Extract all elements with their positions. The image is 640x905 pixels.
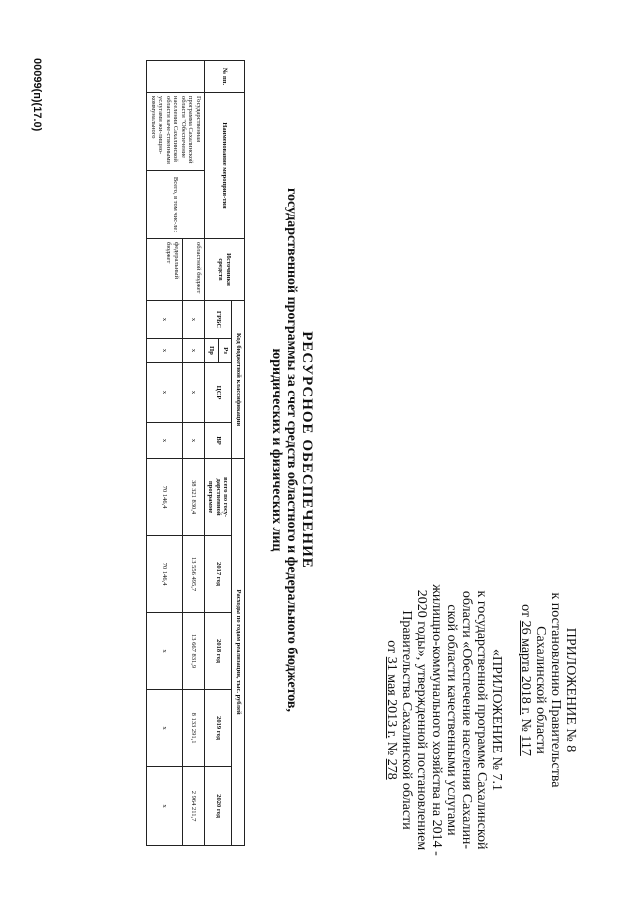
total-label-cell: Всего, в том чис-ле:: [147, 171, 205, 239]
header-name: Наименование мероприя-тия: [205, 93, 245, 239]
title-line-3: юридических и физических лиц: [269, 348, 284, 552]
appendix-7-1-line: 2020 годы», утвержденной постановлением: [414, 589, 429, 851]
y2019-cell: 8 133 291,1: [182, 690, 204, 767]
document-code-stamp: 00099(п)(17.0): [31, 58, 43, 132]
appendix-7-1-header: [384, 540, 504, 900]
row-num-cell: [147, 61, 205, 93]
appendix-8-header: [518, 540, 578, 840]
source-cell: областной бюджет: [182, 239, 204, 301]
title-line-1: РЕСУРСНОЕ ОБЕСПЕЧЕНИЕ: [299, 331, 315, 569]
appendix-8-sign-row: [518, 540, 533, 840]
appendix-7-1-line: Правительства Сахалинской области: [399, 610, 414, 830]
appendix-7-1-line: к государственной программе Сахалинской: [474, 590, 489, 850]
header-pr: Пр: [205, 339, 219, 363]
vr-cell: х: [182, 423, 204, 459]
header-csr: ЦСР: [205, 363, 233, 423]
total-cell: 70 146,4: [147, 459, 182, 536]
resource-table: [147, 60, 246, 846]
csr-cell: х: [182, 363, 204, 423]
header-rz: Рз: [218, 339, 232, 363]
appendix-7-1-date: 31 мая 2013 г.: [384, 656, 399, 739]
header-2018: 2018 год: [205, 613, 233, 690]
appendix-8-from-label: от: [518, 604, 533, 618]
appendix-7-1-line: жилищно-коммунального хозяйства на 2014 -: [429, 584, 444, 856]
rz-cell: х: [147, 339, 182, 363]
y2017-cell: 70 146,4: [147, 536, 182, 613]
header-grbs: ГРБС: [205, 301, 233, 339]
csr-cell: х: [147, 363, 182, 423]
document-title: [269, 120, 314, 780]
source-cell: федеральный бюджет: [147, 239, 182, 301]
header-total: всего по госу-дарственной программе: [205, 459, 233, 536]
y2018-cell: 13 667 831,9: [182, 613, 204, 690]
header-source: Источники средств: [205, 239, 245, 301]
appendix-8-title: ПРИЛОЖЕНИЕ № 8: [563, 627, 578, 753]
header-num: № пп.: [205, 61, 245, 93]
y2020-cell: х: [147, 767, 182, 846]
appendix-7-1-sign-row: [384, 540, 399, 900]
header-2020: 2020 год: [205, 767, 233, 846]
grbs-cell: х: [182, 301, 204, 339]
rz-cell: х: [182, 339, 204, 363]
y2019-cell: х: [147, 690, 182, 767]
total-cell: 38 321 830,4: [182, 459, 204, 536]
appendix-7-1-title: «ПРИЛОЖЕНИЕ № 7.1: [489, 649, 504, 791]
vr-cell: х: [147, 423, 182, 459]
header-vr: ВР: [205, 423, 233, 459]
y2018-cell: х: [147, 613, 182, 690]
header-2017: 2017 год: [205, 536, 233, 613]
appendix-8-line2: Сахалинской области: [533, 626, 548, 754]
program-name-cell: Государственная программа Сахалинской области "Обеспечение населения Сахалинской области каче-ственными услугами жи-лищно-коммунального: [147, 93, 205, 171]
header-2019: 2019 год: [205, 690, 233, 767]
appendix-8-number: 117: [518, 735, 533, 756]
y2020-cell: 2 964 211,7: [182, 767, 204, 846]
table-row: [182, 61, 204, 846]
appendix-7-1-from-label: от: [384, 640, 399, 654]
header-bk-group: Код бюджетной классификации: [232, 301, 245, 459]
appendix-7-1-line: ской области качественными услугами: [444, 604, 459, 836]
appendix-7-1-number: 278: [384, 758, 399, 780]
header-expenses-group: Расходы по годам реализации, тыс. рублей: [232, 459, 245, 846]
grbs-cell: х: [147, 301, 182, 339]
appendix-8-date: 26 марта 2018 г.: [518, 620, 533, 716]
y2017-cell: 13 556 495,7: [182, 536, 204, 613]
appendix-8-no-label: №: [518, 718, 533, 732]
appendix-7-1-no-label: №: [384, 741, 399, 756]
appendix-8-line1: к постановлению Правительства: [548, 592, 563, 788]
title-line-2: государственной программы за счет средств областного и федерального бюджетов,: [284, 188, 299, 712]
appendix-7-1-line: области «Обеспечение населения Сахалин-: [459, 590, 474, 850]
